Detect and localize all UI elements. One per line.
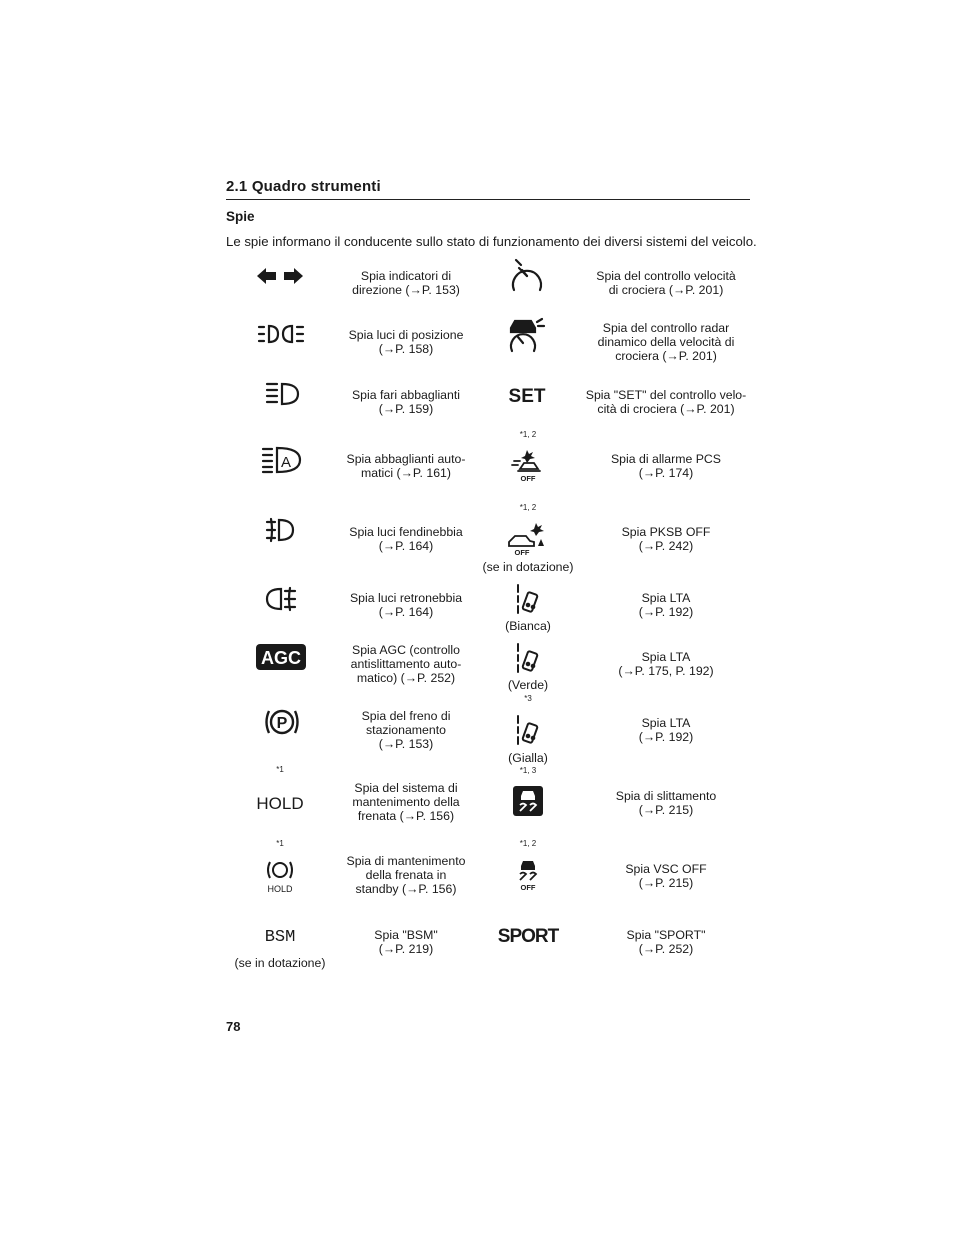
hold-footnote: *1: [276, 765, 284, 774]
radar-cruise-label: Spia del controllo radar dinamico della velocità di crociera (→P. 201): [597, 321, 735, 363]
section-divider: [226, 199, 750, 200]
front-fog-label: Spia luci fendinebbia (→P. 164): [349, 525, 463, 553]
pksb-footnote: *1, 2: [519, 503, 537, 512]
vsc-footnote: *1, 2: [519, 839, 537, 848]
hold-standby-label: Spia di mantenimento della frenata in standby (→P. 156): [346, 854, 466, 896]
position-lights-label: Spia luci di posizione (→P. 158): [348, 328, 464, 356]
section-title: 2.1 Quadro strumenti: [226, 178, 381, 195]
hold-icon: [256, 793, 304, 813]
hold-text: HOLD: [256, 794, 304, 813]
pksb-note: (se in dotazione): [482, 560, 574, 574]
vsc-off-text: OFF: [520, 883, 536, 892]
cruise-control-icon: [510, 256, 544, 294]
pksb-off-icon: [506, 522, 548, 556]
pksb-off-text: OFF: [514, 548, 530, 557]
high-beam-icon: [266, 382, 300, 406]
sport-label: Spia "SPORT" (→P. 252): [626, 928, 706, 956]
agc-text: AGC: [261, 648, 301, 668]
agc-icon: [256, 644, 306, 670]
parking-brake-label: Spia del freno di stazionamento (→P. 153): [361, 709, 451, 751]
agc-label: Spia AGC (controllo antislittamento auto- matico) (→P. 252): [350, 643, 462, 685]
brake-hold-standby-icon: [262, 858, 298, 894]
set-label: Spia "SET" del controllo velo- cità di crociera (→P. 201): [585, 388, 747, 416]
parking-brake-icon: [264, 706, 300, 738]
hold-label: Spia del sistema di mantenimento della frenata (→P. 156): [352, 781, 460, 823]
lta-green-icon: [516, 642, 540, 674]
bsm-text: BSM: [264, 928, 296, 947]
high-beam-label: Spia fari abbaglianti (→P. 159): [351, 388, 460, 416]
front-fog-icon: [266, 518, 294, 542]
lta-yellow-icon: [516, 714, 540, 746]
pcs-label: Spia di allarme PCS (→P. 174): [610, 452, 722, 480]
bsm-label: Spia "BSM" (→P. 219): [374, 928, 438, 956]
pksb-label: Spia PKSB OFF (→P. 242): [621, 525, 711, 553]
hold-standby-footnote: *1: [276, 839, 284, 848]
set-icon: [504, 384, 550, 406]
intro-paragraph: Le spie informano il conducente sullo stato di funzionamento dei diversi sistemi del veicolo.: [226, 234, 757, 249]
sport-text: SPORT: [497, 926, 559, 947]
lta-green-label: Spia LTA (→P. 175, P. 192): [618, 650, 714, 678]
pcs-warning-icon: [510, 449, 546, 483]
auto-high-beam-label: Spia abbaglianti auto- matici (→P. 161): [346, 452, 466, 480]
lta-yellow-label: Spia LTA (→P. 192): [638, 716, 694, 744]
bsm-icon: [262, 925, 298, 945]
page-number: 78: [226, 1019, 241, 1034]
slip-label: Spia di slittamento (→P. 215): [615, 789, 717, 817]
svg-text:A: A: [281, 454, 292, 471]
turn-signal-label: Spia indicatori di direzione (→P. 153): [352, 269, 460, 297]
rear-fog-icon: [266, 587, 296, 611]
lta-yellow-note: (Gialla): [508, 751, 548, 765]
page-heading: Spie: [226, 209, 255, 224]
lta-green-note: (Verde): [507, 678, 549, 692]
bsm-note: (se in dotazione): [234, 956, 326, 970]
position-lights-icon: [258, 324, 304, 344]
set-text: SET: [508, 386, 546, 407]
turn-signal-icon: [257, 266, 303, 286]
vsc-off-label: Spia VSC OFF (→P. 215): [625, 862, 707, 890]
cruise-control-label: Spia del controllo velocità di crociera (→P. 201): [596, 269, 736, 297]
vsc-off-icon: [514, 858, 542, 892]
auto-high-beam-icon: [262, 446, 302, 474]
pcs-footnote: *1, 2: [519, 430, 537, 439]
rear-fog-label: Spia luci retronebbia (→P. 164): [349, 591, 463, 619]
parking-brake-text: P: [276, 715, 288, 732]
slip-footnote: *1, 3: [519, 766, 537, 775]
hold-standby-text: HOLD: [267, 884, 293, 894]
slip-indicator-icon: [513, 786, 543, 816]
lta-yellow-footnote: *3: [524, 694, 532, 703]
lta-white-icon: [516, 583, 540, 615]
lta-white-label: Spia LTA (→P. 192): [638, 591, 694, 619]
pcs-off-text: OFF: [520, 474, 536, 483]
lta-white-note: (Bianca): [505, 619, 551, 633]
radar-cruise-icon: [506, 318, 546, 352]
sport-icon: [497, 924, 559, 947]
